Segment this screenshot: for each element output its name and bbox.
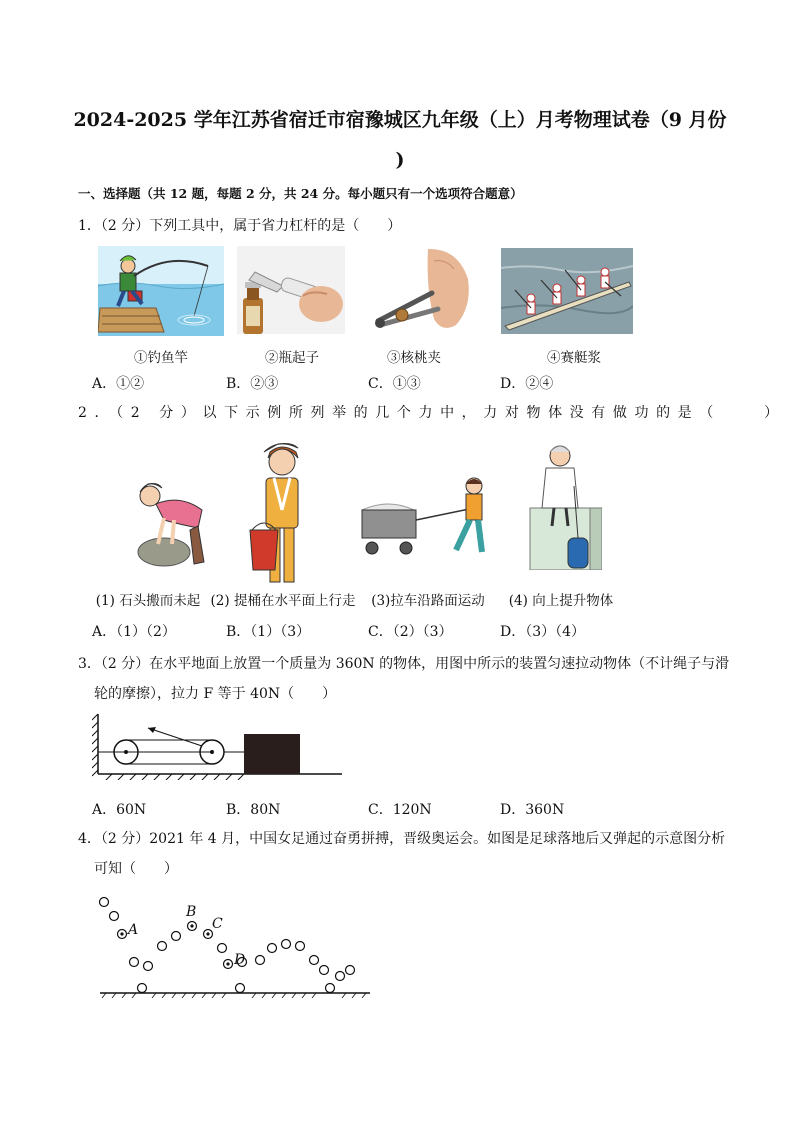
q2-option-a[interactable]: A．（1）（2） [92,624,176,640]
title-line-2: ) [395,149,405,171]
ball-label-c: C [212,916,223,932]
lifting-stone-picture [118,470,218,570]
section-heading: 一、选择题（共 12 题，每题 2 分，共 24 分。每小题只有一个选项符合题意） [78,186,523,201]
q4-text-line-1: 4．（2 分）2021 年 4 月，中国女足通过奋勇拼搏，晋级奥运会。如图是足球落地后又弹起的示意图分析 [78,831,726,847]
ball-label-d: D [234,952,246,968]
q1-caption-1: ①钓鱼竿 [134,350,188,366]
q2-text: 2．（2 分）以下示例所列举的几个力中，力对物体没有做功的是（ ） [78,405,786,421]
q1-option-c[interactable]: C．①③ [368,376,421,392]
q3-text-line-1: 3．（2 分）在水平地面上放置一个质量为 360N 的物体，用图中所示的装置匀速拉动物体（不计绳子与滑 [78,656,730,672]
q4-text-line-2: 可知（ ） [94,861,178,877]
page-title [70,100,730,180]
q3-option-b[interactable]: B．80N [226,802,281,818]
q3-option-a[interactable]: A．60N [92,802,147,818]
ball-label-b: B [186,904,197,920]
q1-option-d[interactable]: D．②④ [500,376,554,392]
q1-option-a[interactable]: A．①② [92,376,145,392]
lifting-object-picture [528,442,602,570]
pulling-cart-picture [358,476,498,562]
q2-caption-1: (1) 石头搬而未起 [95,593,201,609]
title-line-1: 2024-2025 学年江苏省宿迁市宿豫城区九年级（上）月考物理试卷（9 月份 [73,109,727,131]
q2-option-c[interactable]: C．（2）（3） [368,624,453,640]
q2-option-d[interactable]: D．（3）（4） [500,624,586,640]
q2-caption-2: (2) 提桶在水平面上行走 [210,593,356,609]
ball-bounce-diagram [96,894,374,998]
q3-option-d[interactable]: D．360N [500,802,565,818]
fishing-rod-picture [98,246,224,336]
rowing-picture [501,248,633,334]
q1-text: 1．（2 分）下列工具中，属于省力杠杆的是（ ） [78,218,402,234]
q1-option-b[interactable]: B．②③ [226,376,279,392]
q2-caption-4: (4) 向上提升物体 [508,593,614,609]
q1-caption-2: ②瓶起子 [265,350,319,366]
ball-label-a: A [128,922,139,938]
pulley-diagram [92,710,344,780]
q1-caption-3: ③核桃夹 [387,350,441,366]
q2-option-b[interactable]: B．（1）（3） [226,624,311,640]
q3-text-line-2: 轮的摩擦），拉力 F 等于 40N（ ） [94,686,337,702]
q3-option-c[interactable]: C．120N [368,802,432,818]
q1-caption-4: ④赛艇浆 [547,350,601,366]
nutcracker-picture [368,249,476,335]
carrying-bucket-picture [248,438,314,584]
bottle-opener-picture [237,246,345,334]
q2-caption-3: (3)拉车沿路面运动 [371,593,485,609]
